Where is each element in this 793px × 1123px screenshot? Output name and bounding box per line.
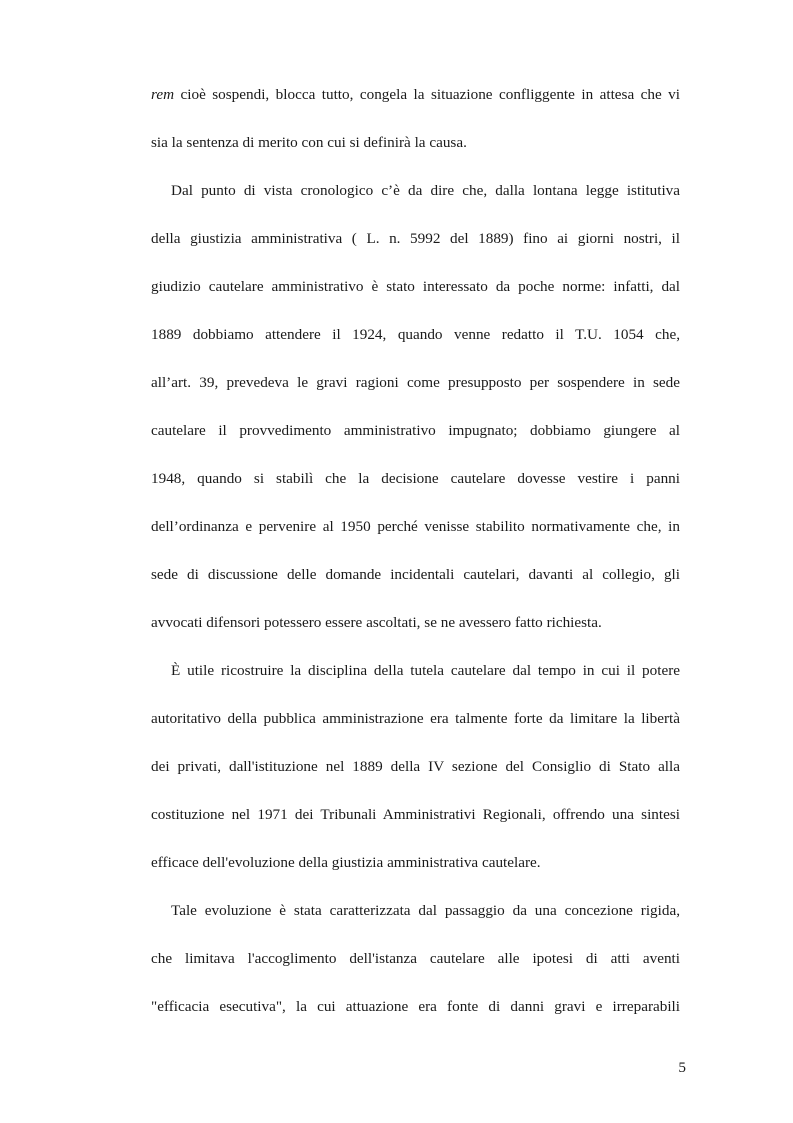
text-line: dei privati, dall'istituzione nel 1889 della IV sezione del Consiglio di Stato alla <box>151 758 680 775</box>
paragraph-first-line: Dal punto di vista cronologico c’è da dire che, dalla lontana legge istitutiva <box>171 182 680 199</box>
text-line: cautelare il provvedimento amministrativo impugnato; dobbiamo giungere al <box>151 422 680 439</box>
page-number: 5 <box>678 1059 686 1076</box>
text-line: che limitava l'accoglimento dell'istanza cautelare alle ipotesi di atti aventi <box>151 950 680 967</box>
italic-word: rem <box>151 86 175 103</box>
text-line <box>151 79 680 127</box>
paragraph-first-line: Tale evoluzione è stata caratterizzata dal passaggio da una concezione rigida, <box>171 902 680 919</box>
text-line: autoritativo della pubblica amministrazione era talmente forte da limitare la libertà <box>151 710 680 727</box>
text-line: sede di discussione delle domande incidentali cautelari, davanti al collegio, gli <box>151 566 680 583</box>
text-line: "efficacia esecutiva", la cui attuazione era fonte di danni gravi e irreparabili <box>151 998 680 1015</box>
text-line: costituzione nel 1971 dei Tribunali Amministrativi Regionali, offrendo una sintesi <box>151 806 680 823</box>
text-line: avvocati difensori potessero essere ascoltati, se ne avessero fatto richiesta. <box>151 614 602 631</box>
line-text: cioè sospendi, blocca tutto, congela la situazione confliggente in attesa che vi <box>174 86 680 103</box>
text-line: efficace dell'evoluzione della giustizia amministrativa cautelare. <box>151 854 541 871</box>
text-line: sia la sentenza di merito con cui si definirà la causa. <box>151 134 467 151</box>
text-line: della giustizia amministrativa ( L. n. 5992 del 1889) fino ai giorni nostri, il <box>151 230 680 247</box>
text-line: dell’ordinanza e pervenire al 1950 perché venisse stabilito normativamente che, in <box>151 518 680 535</box>
text-line: 1948, quando si stabilì che la decisione cautelare dovesse vestire i panni <box>151 470 680 487</box>
text-line: 1889 dobbiamo attendere il 1924, quando venne redatto il T.U. 1054 che, <box>151 326 680 343</box>
body-text <box>151 79 680 1039</box>
text-line: giudizio cautelare amministrativo è stato interessato da poche norme: infatti, dal <box>151 278 680 295</box>
paragraph-first-line: È utile ricostruire la disciplina della tutela cautelare dal tempo in cui il potere <box>171 662 680 679</box>
text-line: all’art. 39, prevedeva le gravi ragioni come presupposto per sospendere in sede <box>151 374 680 391</box>
